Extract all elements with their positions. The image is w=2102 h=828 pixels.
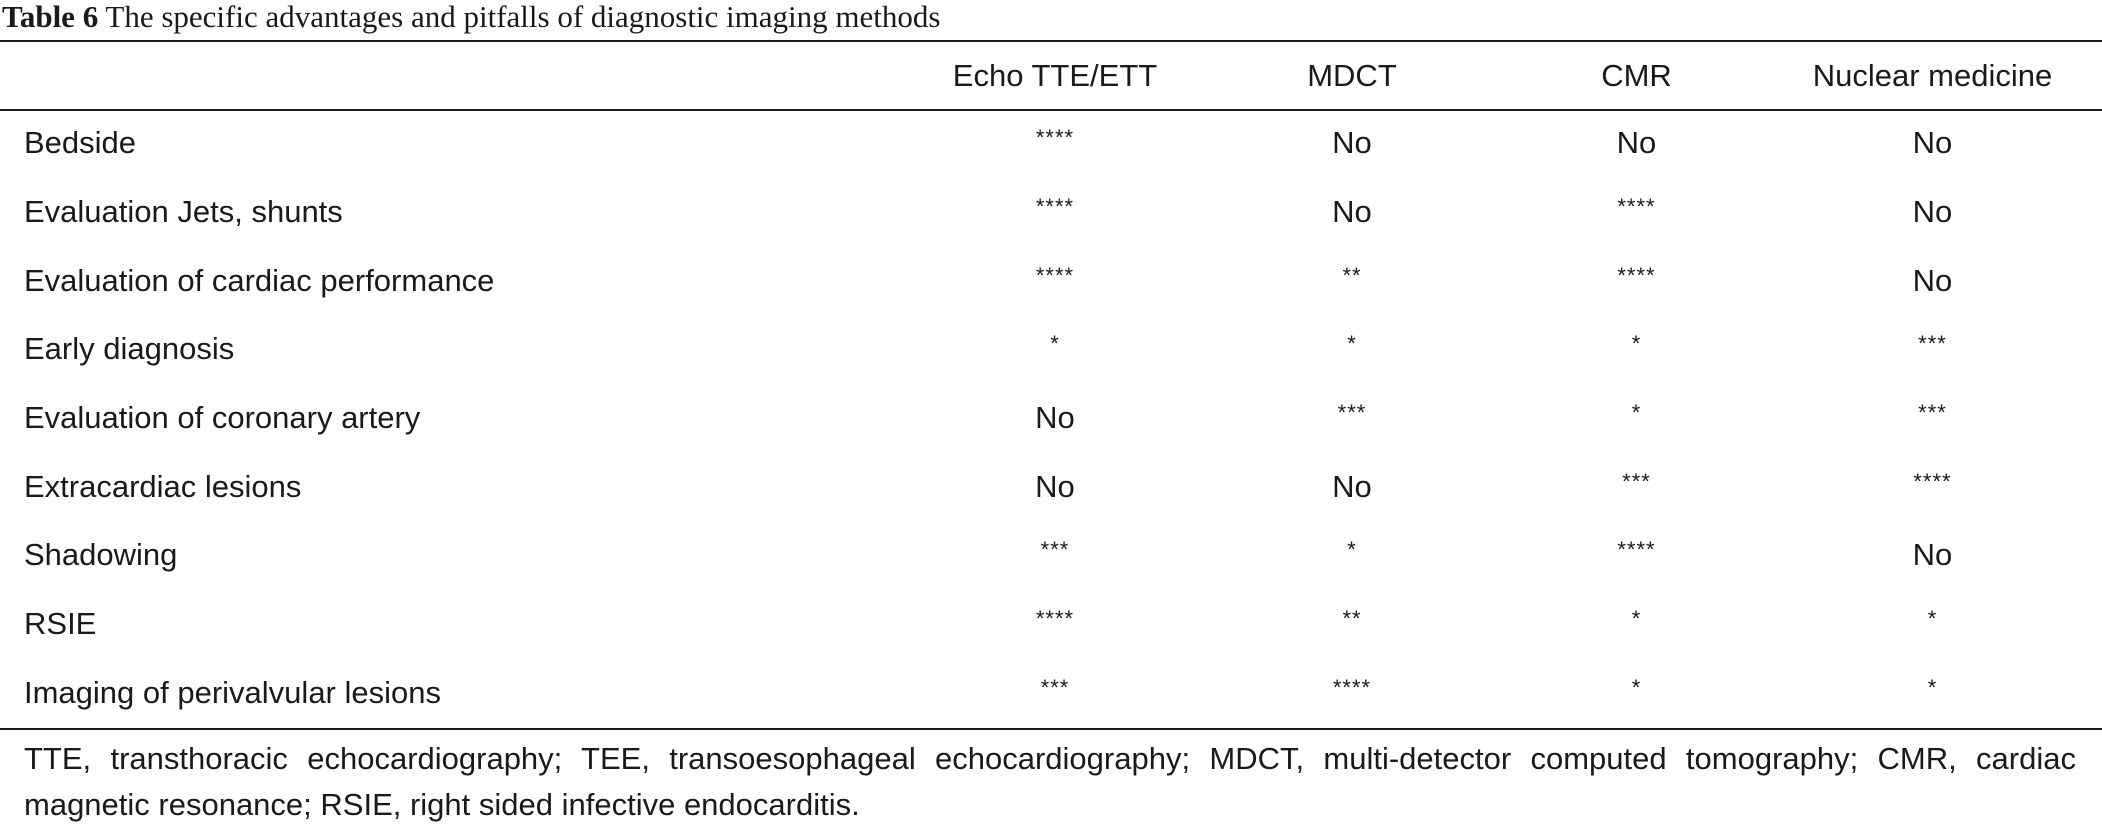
table-row	[0, 659, 2102, 728]
rating-cell: ****	[1913, 468, 1952, 494]
column-header: CMR	[1601, 57, 1672, 93]
table-footnote: TTE, transthoracic echocardiography; TEE, transoesophageal echocardiography; MDCT, multi-detector computed tomography; CMR, cardiac magnetic resonance; RSIE, right sided infective endocarditis.	[24, 741, 2076, 822]
rating-cell: ****	[1035, 262, 1075, 288]
row-label: RSIE	[24, 606, 97, 642]
row-label: Evaluation of cardiac performance	[24, 262, 495, 298]
table-row	[0, 384, 2102, 453]
rating-cell: *	[1347, 331, 1357, 357]
rating-cell: **	[1342, 606, 1362, 632]
rating-cell: No	[1912, 194, 1953, 230]
table-title: The specific advantages and pitfalls of diagnostic imaging methods	[105, 0, 941, 34]
table-body	[0, 109, 2102, 727]
rating-cell: ****	[1035, 194, 1075, 220]
rating-cell: ****	[1617, 537, 1656, 563]
column-header	[0, 42, 916, 109]
table-row	[0, 246, 2102, 315]
rating-cell: ***	[1622, 468, 1651, 494]
rating-cell: *	[1347, 537, 1357, 563]
rating-cell: No	[1332, 468, 1372, 504]
row-label: Early diagnosis	[24, 331, 235, 367]
rating-cell: ***	[1918, 400, 1947, 426]
comparison-table	[0, 42, 2102, 727]
rating-cell: No	[1035, 468, 1075, 504]
rating-cell: No	[1912, 537, 1953, 573]
table-row	[0, 315, 2102, 384]
row-label: Shadowing	[24, 537, 178, 573]
rating-cell: *	[1631, 400, 1642, 426]
table-number: Table 6	[2, 0, 99, 34]
rating-cell: ***	[1040, 674, 1070, 700]
rating-cell: *	[1631, 331, 1642, 357]
row-label: Bedside	[24, 125, 137, 161]
header-row	[0, 42, 2102, 109]
rating-cell: No	[1035, 400, 1075, 436]
rating-cell: ***	[1918, 331, 1947, 357]
column-header: MDCT	[1307, 57, 1397, 93]
table-row	[0, 521, 2102, 590]
row-label: Extracardiac lesions	[24, 468, 302, 504]
rating-cell: ****	[1035, 606, 1075, 632]
rating-cell: No	[1332, 125, 1372, 161]
rating-cell: No	[1616, 125, 1657, 161]
rating-cell: *	[1927, 674, 1938, 700]
rating-cell: *	[1050, 331, 1060, 357]
rating-cell: *	[1927, 606, 1938, 632]
row-label: Imaging of perivalvular lesions	[24, 674, 441, 710]
column-header: Nuclear medicine	[1812, 57, 2053, 93]
rating-cell: ***	[1337, 400, 1367, 426]
bottom-rule	[0, 728, 2102, 730]
table-row	[0, 109, 2102, 178]
rating-cell: ****	[1617, 262, 1656, 288]
column-header: Echo TTE/ETT	[952, 57, 1158, 93]
row-label: Evaluation of coronary artery	[24, 400, 421, 436]
rating-cell: ****	[1035, 125, 1075, 151]
table-row	[0, 178, 2102, 247]
table-caption	[2, 0, 940, 38]
row-label: Evaluation Jets, shunts	[24, 194, 343, 230]
rating-cell: ****	[1332, 674, 1372, 700]
table-row	[0, 590, 2102, 659]
table-row	[0, 452, 2102, 521]
rating-cell: No	[1912, 125, 1953, 161]
rating-cell: No	[1332, 194, 1372, 230]
rating-cell: No	[1912, 262, 1953, 298]
rating-cell: **	[1342, 262, 1362, 288]
rating-cell: ***	[1040, 537, 1070, 563]
rating-cell: *	[1631, 606, 1642, 632]
rating-cell: ****	[1617, 194, 1656, 220]
rating-cell: *	[1631, 674, 1642, 700]
